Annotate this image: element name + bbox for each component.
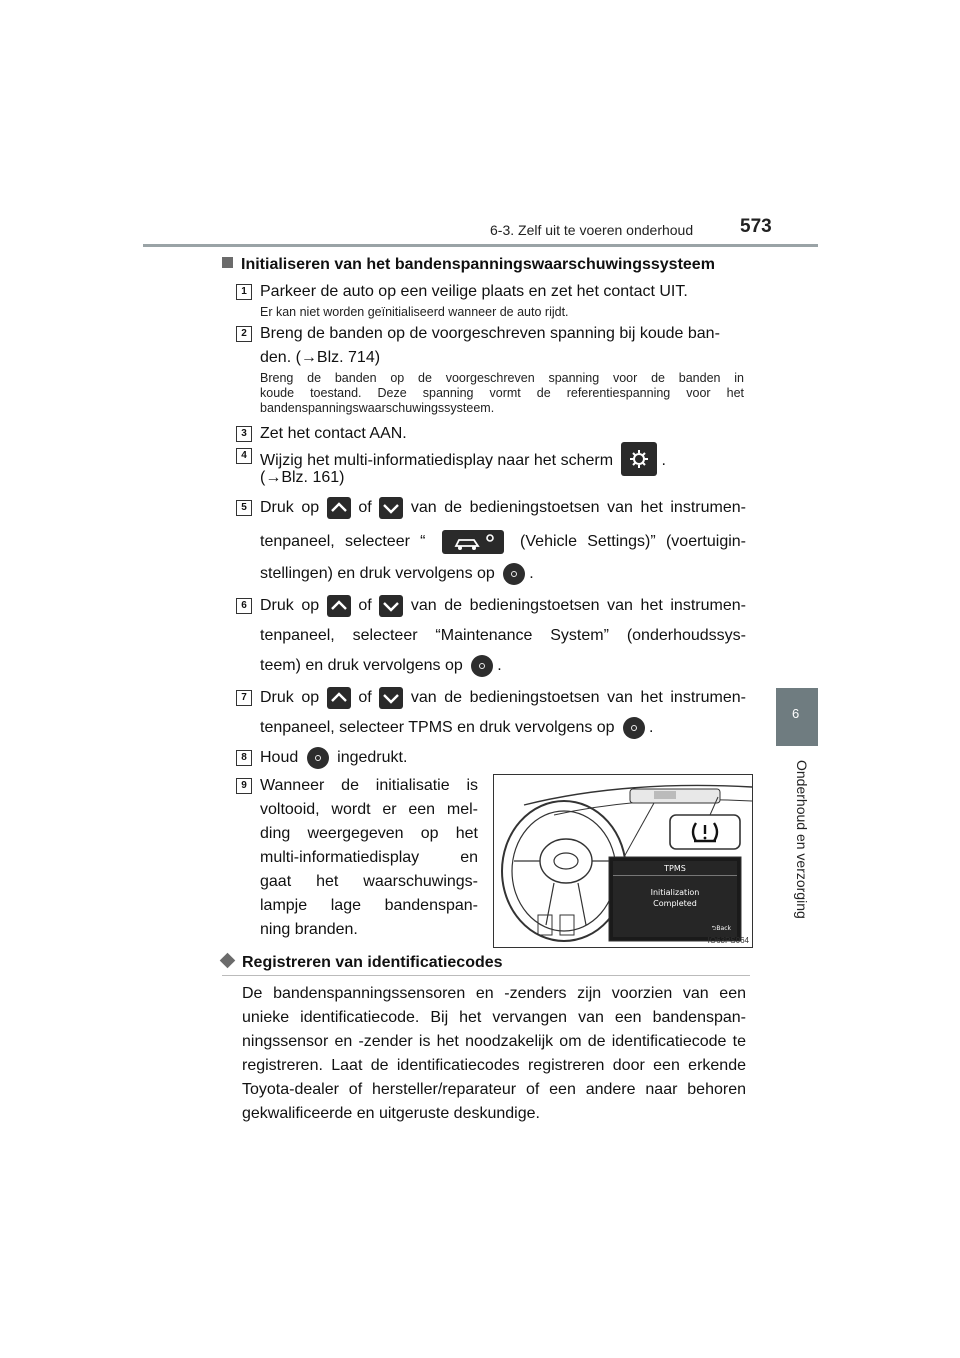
step-number: 3 [236, 426, 252, 442]
header-rule [143, 244, 818, 247]
back-label: ⮌Back [711, 925, 731, 932]
step-text: Druk op of van de bedieningstoetsen van het instrumen- [260, 686, 746, 710]
section-title: Initialiseren van het bandenspanningswaarschuwingssysteem [222, 256, 715, 274]
page-number: 573 [740, 216, 772, 237]
display-screen [613, 861, 737, 937]
screen-title: TPMS [613, 864, 737, 876]
illustration-caption: IO63PS064 [707, 936, 749, 945]
step-number: 9 [236, 778, 252, 794]
step-number: 6 [236, 598, 252, 614]
step-text: (→Blz. 161) [260, 469, 345, 486]
step-number: 4 [236, 448, 252, 464]
up-arrow-button-icon [327, 497, 351, 519]
subsection-paragraph: De bandenspanningssensoren en -zenders zijn voorzien van een unieke identificatiecode. Bij het vervangen van een bandenspan-ningssensor en -zender is het noodzakelijk om de identificatiecode te registreren. Laat de identificatiecodes registreren door een erkende Toyota-dealer of hersteller/reparateur of een andere naar behoren gekwalificeerde en uitgeruste deskundige. [242, 985, 746, 1122]
header-title: 6-3. Zelf uit te voeren onderhoud [490, 222, 694, 238]
step-note: koude toestand. Deze spanning vormt de referentiespanning voor het [260, 386, 744, 400]
down-arrow-button-icon [379, 595, 403, 617]
step-text: ning branden. [260, 921, 358, 938]
settings-gear-icon [621, 442, 657, 476]
ok-button-icon [471, 655, 493, 677]
step-note: bandenspanningswaarschuwingssysteem. [260, 401, 495, 415]
step-text: tenpaneel, selecteer “Maintenance System” (onderhoudssys- [260, 627, 746, 644]
step-number: 2 [236, 326, 252, 342]
back-arrow-icon: ⮌ [711, 925, 717, 932]
vehicle-settings-icon [442, 530, 504, 554]
step-text: Parkeer de auto op een veilige plaats en zet het contact UIT. [260, 283, 688, 300]
ok-button-icon [307, 747, 329, 769]
subsection-title: Registreren van identificatiecodes [222, 954, 503, 972]
step-text: den. (→Blz. 714) [260, 349, 381, 366]
step-note: Breng de banden op de voorgeschreven spanning voor de banden in [260, 371, 744, 385]
subsection-rule [222, 975, 750, 976]
step-note: Er kan niet worden geïnitialiseerd wanneer de auto rijdt. [260, 305, 569, 319]
step-text: Druk op of van de bedieningstoetsen van het instrumen- [260, 594, 746, 618]
step-text: Breng de banden op de voorgeschreven spanning bij koude ban- [260, 325, 720, 342]
screen-line: Completed [653, 899, 697, 908]
step-text: lampje lage bandenspan- [260, 897, 478, 914]
down-arrow-button-icon [379, 687, 403, 709]
step-text: gaat het waarschuwings- [260, 873, 478, 890]
ok-button-icon [503, 563, 525, 585]
screen-line: Initialization [650, 888, 700, 897]
square-bullet-icon [222, 257, 233, 268]
step-text: Houd ingedrukt. [260, 746, 407, 770]
step-text: voltooid, wordt er een mel- [260, 801, 478, 818]
up-arrow-button-icon [327, 595, 351, 617]
step-text: ding weergegeven op het [260, 825, 478, 842]
step-text: Druk op of van de bedieningstoetsen van het instrumen- [260, 496, 746, 520]
chapter-label: Onderhoud en verzorging [794, 760, 810, 919]
up-arrow-button-icon [327, 687, 351, 709]
step-text: multi-informatiedisplay en [260, 849, 478, 866]
step-number: 8 [236, 750, 252, 766]
step-text: tenpaneel, selecteer “ (Vehicle Settings)” (voertuigin- [260, 530, 746, 554]
dashboard-illustration [493, 774, 753, 948]
step-number: 7 [236, 690, 252, 706]
chapter-number: 6 [792, 706, 800, 721]
step-number: 1 [236, 284, 252, 300]
step-text: Zet het contact AAN. [260, 425, 407, 442]
ok-button-icon [623, 717, 645, 739]
step-text: Wijzig het multi-informatiedisplay naar het scherm . [260, 444, 666, 478]
down-arrow-button-icon [379, 497, 403, 519]
diamond-bullet-icon [220, 953, 236, 969]
step-number: 5 [236, 500, 252, 516]
step-text: Wanneer de initialisatie is [260, 777, 478, 794]
step-text: tenpaneel, selecteer TPMS en druk vervolgens op . [260, 716, 653, 740]
step-text: stellingen) en druk vervolgens op . [260, 562, 534, 586]
step-text: teem) en druk vervolgens op . [260, 654, 502, 678]
